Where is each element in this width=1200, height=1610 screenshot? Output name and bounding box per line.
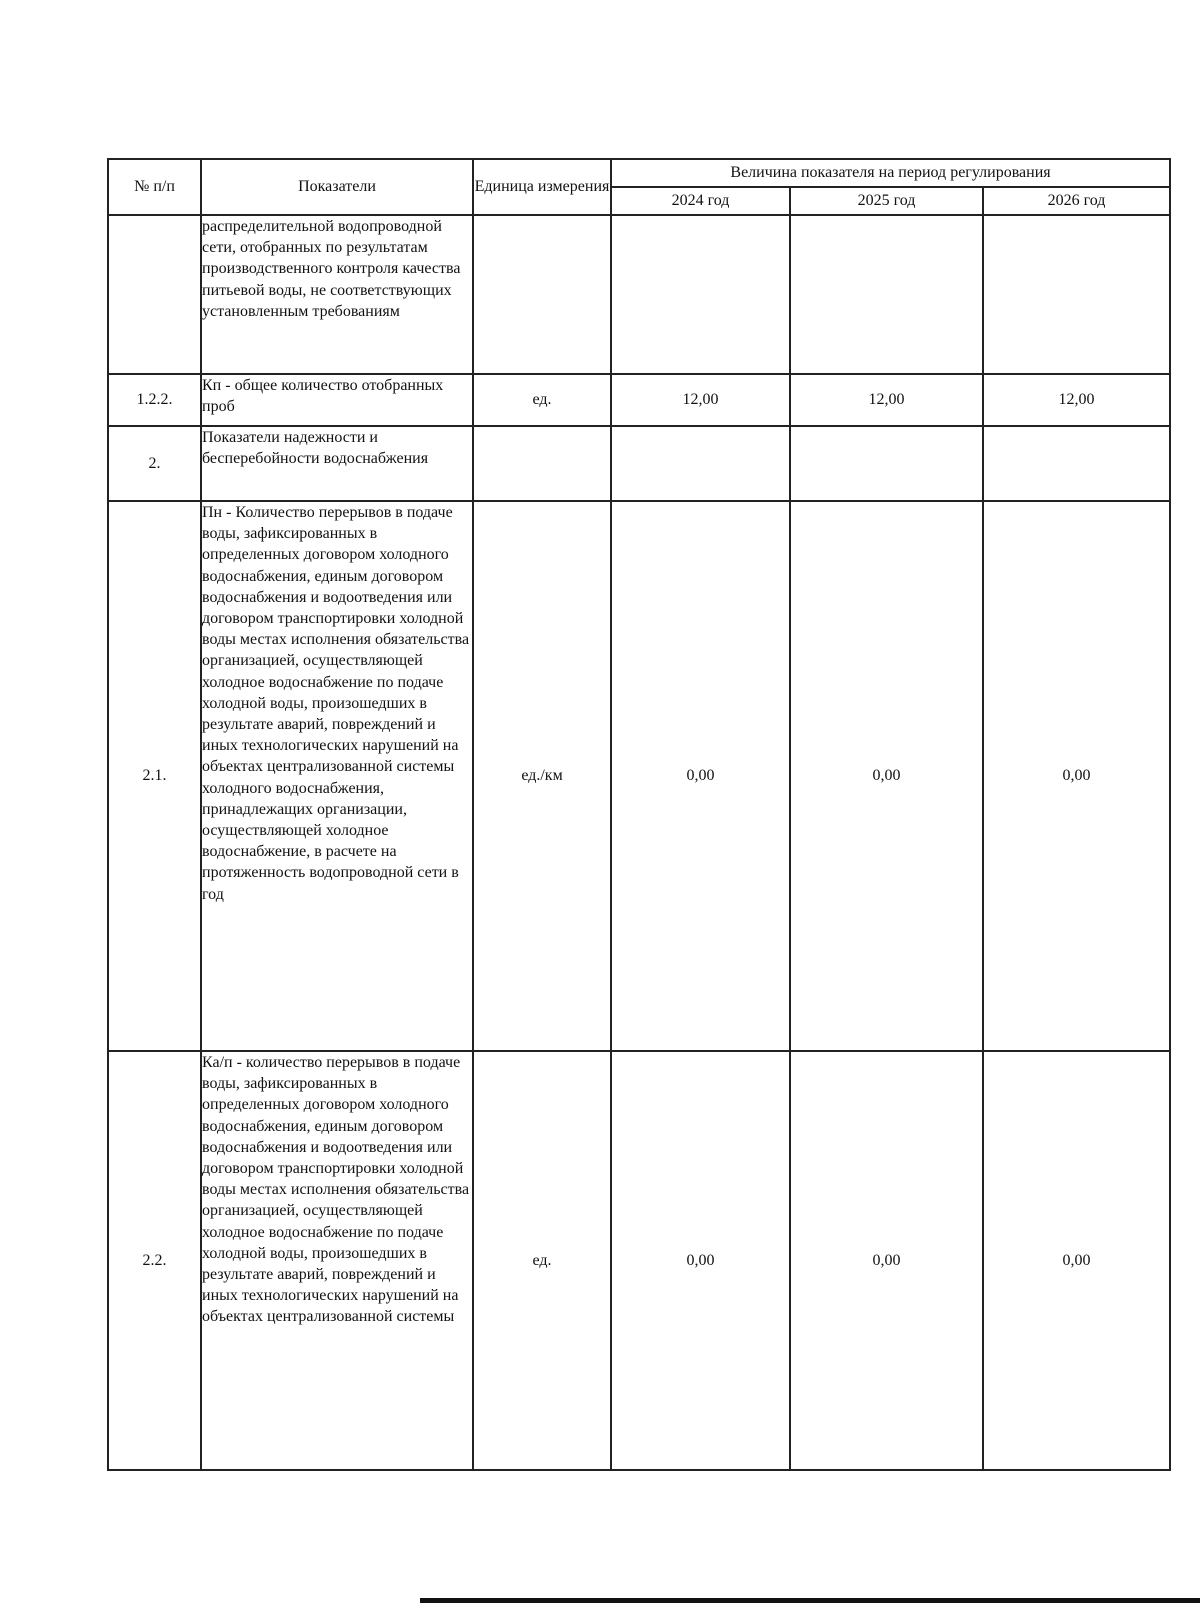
header-year-2026: 2026 год <box>983 187 1170 215</box>
row-unit <box>473 426 611 501</box>
row-indicator: распределительной водопроводной сети, отобранных по результатам производственного контроля качества питьевой воды, не соответствующих установленным требованиям <box>201 215 473 374</box>
row-value-2025 <box>790 215 983 374</box>
row-value-2025: 0,00 <box>790 1051 983 1470</box>
row-unit <box>473 215 611 374</box>
row-unit: ед. <box>473 1051 611 1470</box>
row-value-2026: 0,00 <box>983 1051 1170 1470</box>
page-bottom-edge <box>420 1598 1200 1603</box>
table-row <box>108 501 1170 1051</box>
row-num: 2.2. <box>108 1051 201 1470</box>
row-value-2025: 0,00 <box>790 501 983 1051</box>
row-unit: ед./км <box>473 501 611 1051</box>
header-year-2024: 2024 год <box>611 187 790 215</box>
row-indicator: Ка/п - количество перерывов в подаче воды, зафиксированных в определенных договором холодного водоснабжения, единым договором водоснабжения и водоотведения или договором транспортировки холодной воды местах исполнения обязательства организацией, осуществляющей холодное водоснабжение по подаче холодной воды, произошедших в результате аварий, повреждений и иных технологических нарушений на объектах централизованной системы <box>201 1051 473 1470</box>
row-indicator: Показатели надежности и бесперебойности водоснабжения <box>201 426 473 501</box>
header-indicator: Показатели <box>201 159 473 215</box>
row-value-2026 <box>983 215 1170 374</box>
table-row <box>108 215 1170 374</box>
row-num <box>108 215 201 374</box>
row-value-2024 <box>611 215 790 374</box>
row-value-2026: 0,00 <box>983 501 1170 1051</box>
indicators-table <box>107 158 1171 1471</box>
header-unit: Единица измерения <box>473 159 611 215</box>
table-row <box>108 426 1170 501</box>
row-value-2025 <box>790 426 983 501</box>
header-period-group: Величина показателя на период регулирования <box>611 159 1170 187</box>
row-num: 2. <box>108 426 201 501</box>
header-row <box>108 159 1170 187</box>
table-row <box>108 374 1170 426</box>
row-value-2026 <box>983 426 1170 501</box>
row-value-2024 <box>611 426 790 501</box>
row-value-2024: 12,00 <box>611 374 790 426</box>
row-indicator: Пн - Количество перерывов в подаче воды, зафиксированных в определенных договором холодного водоснабжения, единым договором водоснабжения и водоотведения или договором транспортировки холодной воды местах исполнения обязательства организацией, осуществляющей холодное водоснабжение по подаче холодной воды, произошедших в результате аварий, повреждений и иных технологических нарушений на объектах централизованной системы холодного водоснабжения, принадлежащих организации, осуществляющей холодное водоснабжение, в расчете на протяженность водопроводной сети в год <box>201 501 473 1051</box>
row-value-2024: 0,00 <box>611 1051 790 1470</box>
row-num: 2.1. <box>108 501 201 1051</box>
row-value-2025: 12,00 <box>790 374 983 426</box>
row-num: 1.2.2. <box>108 374 201 426</box>
table-row <box>108 1051 1170 1470</box>
header-num: № п/п <box>108 159 201 215</box>
header-year-2025: 2025 год <box>790 187 983 215</box>
row-value-2026: 12,00 <box>983 374 1170 426</box>
row-indicator: Кп - общее количество отобранных проб <box>201 374 473 426</box>
row-unit: ед. <box>473 374 611 426</box>
row-value-2024: 0,00 <box>611 501 790 1051</box>
